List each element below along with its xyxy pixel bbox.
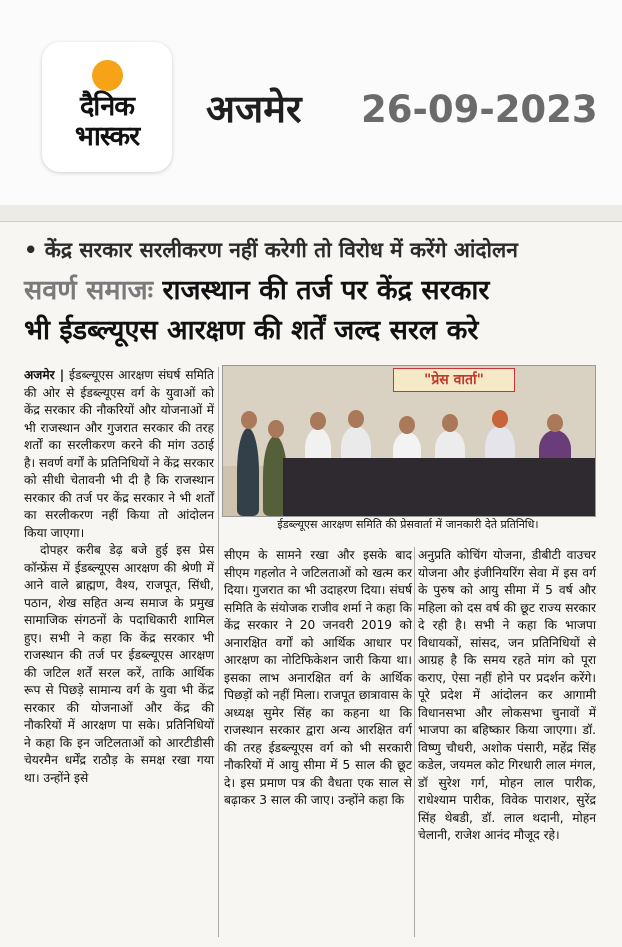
dateline: अजमेर | <box>24 368 65 382</box>
photo-head <box>310 412 326 430</box>
article-paragraph <box>24 367 214 542</box>
photo-person <box>237 428 259 516</box>
article-column-1 <box>24 367 214 787</box>
logo-text-line2: भास्कर <box>74 121 140 152</box>
photo-head <box>241 411 257 429</box>
edition-city: अजमेर <box>206 87 302 131</box>
conference-table <box>283 458 595 516</box>
article-paragraph: सीएम के सामने रखा और इसके बाद सीएम गहलोत ने जटिलताओं को खत्म कर दिया। गुजरात का भी उदाहरण दिया। संघर्ष समिति के संयोजक राजीव शर्मा ने कहा कि केंद्र सरकार ने 20 जनवरी 2019 को अनारक्षित वर्गों को आर्थिक आधार पर आरक्षण का नोटिफिकेशन जारी किया था। इसका लाभ अनारक्षित वर्ग के आर्थिक पिछड़ों को नहीं मिला। राजपूत छात्रावास के अध्यक्ष सुमेर सिंह का कहना था कि राजस्थान सरकार द्वारा अन्य आरक्षित वर्ग की तरह ईडब्ल्यूएस वर्ग को भी सरकारी नौकरियों में आयु सीमा में 5 साल की छूट दे। इस प्रमाण पत्र की वैधता एक साल से बढ़ाकर 3 साल की जाए। उन्होंने कहा कि <box>224 548 412 807</box>
press-banner: "प्रेस वार्ता" <box>393 368 515 392</box>
logo-text-line1: दैनिक <box>79 91 135 122</box>
article-kicker: • केंद्र सरकार सरलीकरण नहीं करेगी तो विरोध में करेंगे आंदोलन <box>24 238 518 262</box>
photo-head <box>348 410 364 428</box>
edition-date: 26-09-2023 <box>361 88 598 131</box>
paragraph-text: ईडब्ल्यूएस आरक्षण संघर्ष समिति की ओर से ईडब्ल्यूएस वर्ग के युवाओं को केंद्र सरकार की नौकरियों और योजनाओं में भी राजस्थान और गुजरात सरकार की तरह शर्तों का सरलीकरण करने की मांग उठाई है। सवर्ण वर्गों के प्रतिनिधियों ने केंद्र सरकार को सीधी चेतावनी भी दी है कि राजस्थान सरकार की तर्ज पर केंद्र सरकार ने भी शर्तों का सरलीकरण नहीं किया तो आंदोलन किया जाएगा। <box>24 368 215 540</box>
cropped-previous-text <box>0 205 622 222</box>
headline-line2: भी ईडब्ल्यूएस आरक्षण की शर्तें जल्द सरल करे <box>24 315 479 346</box>
photo-head <box>547 414 563 432</box>
headline-line1: राजस्थान की तर्ज पर केंद्र सरकार <box>162 275 490 306</box>
article-paragraph: अनुप्रति कोचिंग योजना, डीबीटी वाउचर योजना और इंजीनियरिंग सेवा में इस वर्ग के पुरुष को आयु सीमा में 5 वर्ष और महिला को दस वर्ष की छूट राज्य सरकार दे रही है। सभी ने कहा कि भाजपा विधायकों, सांसद, जन प्रतिनिधियों से आग्रह है कि समय रहते मांग को पूरा कराए, ऐसा नहीं होने पर प्रदर्शन करेंगे। पूरे प्रदेश में आंदोलन कर आगामी विधानसभा और लोकसभा चुनावों में भाजपा का बहिष्कार किया जाएगा। डॉ. विष्णु चौधरी, अशोक पंसारी, महेंद्र सिंह कडेल, जयमल कोट गिरधारी लाल मंगल, डॉ सुरेश गर्ग, मोहन लाल पारीक, राधेश्याम पारीक, विवेक पाराशर, सुरेंद्र सिंह थेबडी, डॉ. लाल थदानी, मोहन चेलानी, राजेश आनंद मौजूद रहे। <box>418 548 596 842</box>
photo-head <box>442 414 458 432</box>
article-column-3 <box>418 547 596 845</box>
dainik-bhaskar-logo[interactable] <box>42 42 172 172</box>
photo-head <box>399 416 415 434</box>
column-divider <box>218 367 219 937</box>
article-paragraph: दोपहर करीब डेढ़ बजे हुई इस प्रेस कॉन्फ्रेंस में ईडब्ल्यूएस आरक्षण की श्रेणी में आने वाले ब्राह्मण, वैश्य, राजपूत, सिंधी, पठान, शेख सहित अन्य समाज के प्रमुख सामाजिक संगठनों के पदाधिकारी शामिल हुए। सभी ने कहा कि केंद्र सरकार भी राजस्थान की तर्ज पर ईडब्ल्यूएस आरक्षण की जटिल शर्तें सरल करें, ताकि आर्थिक रूप से पिछड़े सामान्य वर्ग के युवा भी केंद्र सरकार की योजनाओं और केंद्र की नौकरियों में आरक्षण पा सके। प्रतिनिधियों ने कहा कि इन जटिलताओं को आरटीडीसी चेयरमैन धर्मेंद्र राठौड़ के समक्ष रखा गया था। उन्होंने इसे <box>24 543 214 785</box>
newspaper-clipping <box>0 205 622 947</box>
article-column-2 <box>224 547 412 810</box>
photo-head <box>492 410 508 428</box>
article-headline <box>24 271 604 351</box>
photo-caption: ईडब्ल्यूएस आरक्षण समिति की प्रेसवार्ता में जानकारी देते प्रतिनिधि। <box>277 518 539 531</box>
column-divider <box>414 547 415 937</box>
headline-lead: सवर्ण समाजः <box>24 275 154 306</box>
press-conference-photo <box>222 365 596 517</box>
sun-icon <box>92 60 123 91</box>
photo-head <box>268 420 284 438</box>
app-header <box>0 0 622 205</box>
